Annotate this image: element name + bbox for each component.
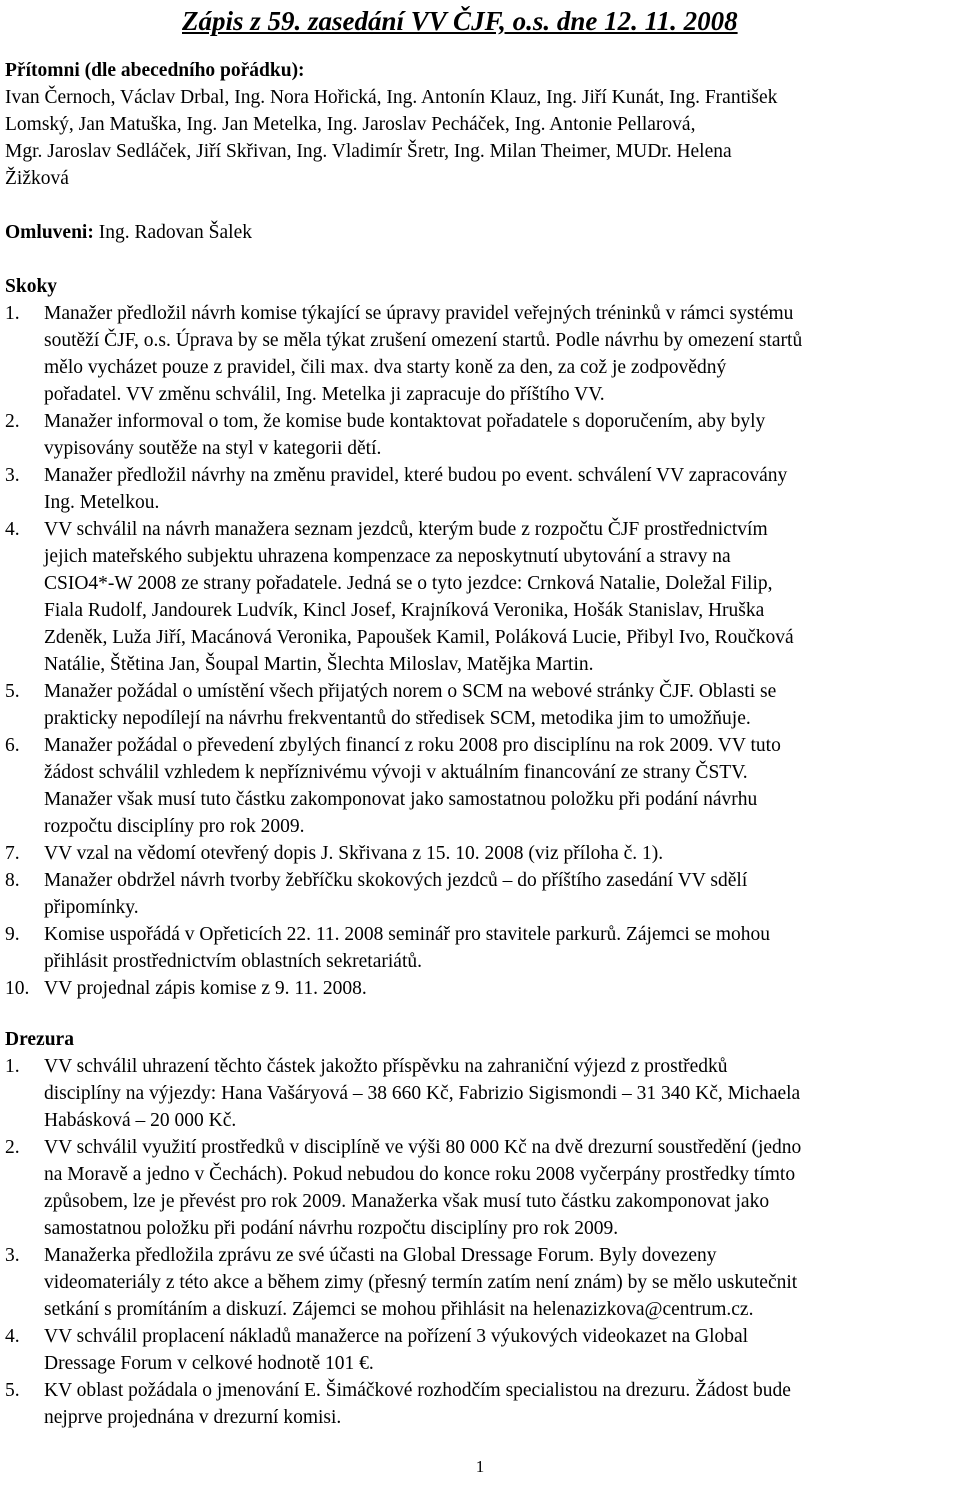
item-number: 9.	[5, 924, 20, 945]
skoky-heading: Skoky	[5, 276, 58, 297]
list-item	[5, 1134, 950, 1242]
item-line: Manažer požádal o umístění všech přijatých norem o SCM na webové stránky ČJF. Oblasti se	[44, 681, 777, 702]
skoky-section	[5, 273, 950, 1002]
attendees-section	[5, 57, 950, 192]
item-line: Manažer informoval o tom, že komise bude kontaktovat pořadatele s doporučením, aby byly	[44, 411, 766, 432]
item-number: 10.	[5, 978, 30, 999]
item-line: rozpočtu disciplíny pro rok 2009.	[44, 816, 305, 837]
item-line: VV schválil využití prostředků v disciplíně ve výši 80 000 Kč na dvě drezurní soustředění (jedno	[44, 1137, 802, 1158]
item-number: 1.	[5, 303, 20, 324]
list-item	[5, 516, 950, 678]
item-line: Manažer obdržel návrh tvorby žebříčku skokových jezdců – do příštího zasedání VV sdělí	[44, 870, 748, 891]
item-number: 5.	[5, 1380, 20, 1401]
attendees-line: Mgr. Jaroslav Sedláček, Jiří Skřivan, Ing. Vladimír Šretr, Ing. Milan Theimer, MUDr. Helena	[5, 141, 732, 162]
item-number: 3.	[5, 465, 20, 486]
item-number: 7.	[5, 843, 20, 864]
item-line: mělo vycházet pouze z pravidel, čili max. dva starty koně za den, za což je zodpovědný	[44, 357, 727, 378]
list-item	[5, 300, 950, 408]
item-line: Natálie, Štětina Jan, Šoupal Martin, Šlechta Miloslav, Matějka Martin.	[44, 654, 594, 675]
item-number: 4.	[5, 1326, 20, 1347]
item-line: Manažer však musí tuto částku zakomponovat jako samostatnou položku při podání návrhu	[44, 789, 758, 810]
item-line: jejich mateřského subjektu uhrazena kompenzace za neposkytnutí ubytování a stravy na	[44, 546, 731, 567]
list-item	[5, 1323, 950, 1377]
item-number: 1.	[5, 1056, 20, 1077]
attendees-line: Lomský, Jan Matuška, Ing. Jan Metelka, Ing. Jaroslav Pecháček, Ing. Antonie Pellarová,	[5, 114, 696, 135]
item-line: Manažerka předložila zprávu ze své účasti na Global Dressage Forum. Byly dovezeny	[44, 1245, 717, 1266]
list-item	[5, 921, 950, 975]
list-item	[5, 678, 950, 732]
item-line: pořadatel. VV změnu schválil, Ing. Metelka ji zapracuje do příštího VV.	[44, 384, 605, 405]
item-line: připomínky.	[44, 897, 139, 918]
list-item	[5, 1377, 950, 1431]
item-number: 2.	[5, 1137, 20, 1158]
attendees-line: Ivan Černoch, Václav Drbal, Ing. Nora Hořická, Ing. Antonín Klauz, Ing. Jiří Kunát, Ing. František	[5, 87, 778, 108]
page-number: 1	[475, 1457, 485, 1476]
item-line: žádost schválil vzhledem k nepříznivému vývoji v aktuálním financování ze strany ČSTV.	[44, 762, 748, 783]
list-item	[5, 1242, 950, 1323]
list-item	[5, 975, 950, 1002]
drezura-section	[5, 1026, 950, 1431]
item-number: 4.	[5, 519, 20, 540]
item-line: Ing. Metelkou.	[44, 492, 160, 513]
list-item	[5, 732, 950, 840]
item-line: prakticky nepodílejí na návrhu frekventantů do středisek SCM, metodika jim to umožňuje.	[44, 708, 751, 729]
item-line: videomateriály z této akce a během zimy (přesný termín zatím není znám) by se mělo uskutečnit	[44, 1272, 798, 1293]
item-number: 8.	[5, 870, 20, 891]
item-number: 5.	[5, 681, 20, 702]
excused-label: Omluveni:	[5, 222, 94, 243]
item-number: 2.	[5, 411, 20, 432]
item-line: Habásková – 20 000 Kč.	[44, 1110, 237, 1131]
item-line: disciplíny na výjezdy: Hana Vašáryová – 38 660 Kč, Fabrizio Sigismondi – 31 340 Kč, Michaela	[44, 1083, 801, 1104]
item-line: Dressage Forum v celkové hodnotě 101 €.	[44, 1353, 374, 1374]
item-line: VV projednal zápis komise z 9. 11. 2008.	[44, 978, 367, 999]
item-line: VV vzal na vědomí otevřený dopis J. Skřivana z 15. 10. 2008 (viz příloha č. 1).	[44, 843, 664, 864]
excused-value: Ing. Radovan Šalek	[98, 222, 252, 243]
item-line: CSIO4*-W 2008 ze strany pořadatele. Jedná se o tyto jezdce: Crnková Natalie, Doležal Filip,	[44, 573, 773, 594]
item-line: VV schválil proplacení nákladů manažerce na pořízení 3 výukových videokazet na Global	[44, 1326, 749, 1347]
attendees-label: Přítomni (dle abecedního pořádku):	[5, 60, 305, 81]
item-line: Komise uspořádá v Opřeticích 22. 11. 2008 seminář pro stavitele parkurů. Zájemci se mohou	[44, 924, 771, 945]
item-line: přihlásit prostřednictvím oblastních sekretariátů.	[44, 951, 422, 972]
item-number: 6.	[5, 735, 20, 756]
list-item	[5, 840, 950, 867]
list-item	[5, 1053, 950, 1134]
item-line: Manažer požádal o převedení zbylých financí z roku 2008 pro disciplínu na rok 2009. VV tuto	[44, 735, 781, 756]
list-item	[5, 462, 950, 516]
attendees-list	[5, 84, 950, 192]
item-line: způsobem, lze je převést pro rok 2009. Manažerka však musí tuto částku zakomponovat jako	[44, 1191, 770, 1212]
attendees-line: Žižková	[5, 168, 69, 189]
item-line: VV schválil na návrh manažera seznam jezdců, kterým bude z rozpočtu ČJF prostřednictvím	[44, 519, 768, 540]
item-number: 3.	[5, 1245, 20, 1266]
item-line: Zdeněk, Luža Jiří, Macánová Veronika, Papoušek Kamil, Poláková Lucie, Přibyl Ivo, Roučková	[44, 627, 794, 648]
item-line: soutěží ČJF, o.s. Úprava by se měla týkat zrušení omezení startů. Podle návrhu by omezení startů	[44, 330, 803, 351]
item-line: vypisovány soutěže na styl v kategorii dětí.	[44, 438, 382, 459]
item-line: nejprve projednána v drezurní komisi.	[44, 1407, 342, 1428]
drezura-list	[5, 1053, 950, 1431]
item-line: Manažer předložil návrh komise týkající se úpravy pravidel veřejných tréninků v rámci systému	[44, 303, 794, 324]
item-line: Manažer předložil návrhy na změnu pravidel, které budou po event. schválení VV zapracovány	[44, 465, 788, 486]
excused-section	[5, 219, 950, 246]
item-line: Fiala Rudolf, Jandourek Ludvík, Kincl Josef, Krajníková Veronika, Hošák Stanislav, Hruška	[44, 600, 765, 621]
drezura-heading: Drezura	[5, 1029, 74, 1050]
item-line: samostatnou položku při podání návrhu rozpočtu disciplíny pro rok 2009.	[44, 1218, 619, 1239]
item-line: KV oblast požádala o jmenování E. Šimáčkové rozhodčím specialistou na drezuru. Žádost bude	[44, 1380, 791, 1401]
item-line: na Moravě a jedno v Čechách). Pokud nebudou do konce roku 2008 vyčerpány prostředky tímto	[44, 1164, 796, 1185]
skoky-list	[5, 300, 950, 1002]
item-line: VV schválil uhrazení těchto částek jakožto příspěvku na zahraniční výjezd z prostředků	[44, 1056, 728, 1077]
document-title: Zápis z 59. zasedání VV ČJF, o.s. dne 12. 11. 2008	[182, 6, 738, 36]
list-item	[5, 867, 950, 921]
item-line: setkání s promítáním a diskuzí. Zájemci se mohou přihlásit na helenazizkova@centrum.cz.	[44, 1299, 754, 1320]
list-item	[5, 408, 950, 462]
